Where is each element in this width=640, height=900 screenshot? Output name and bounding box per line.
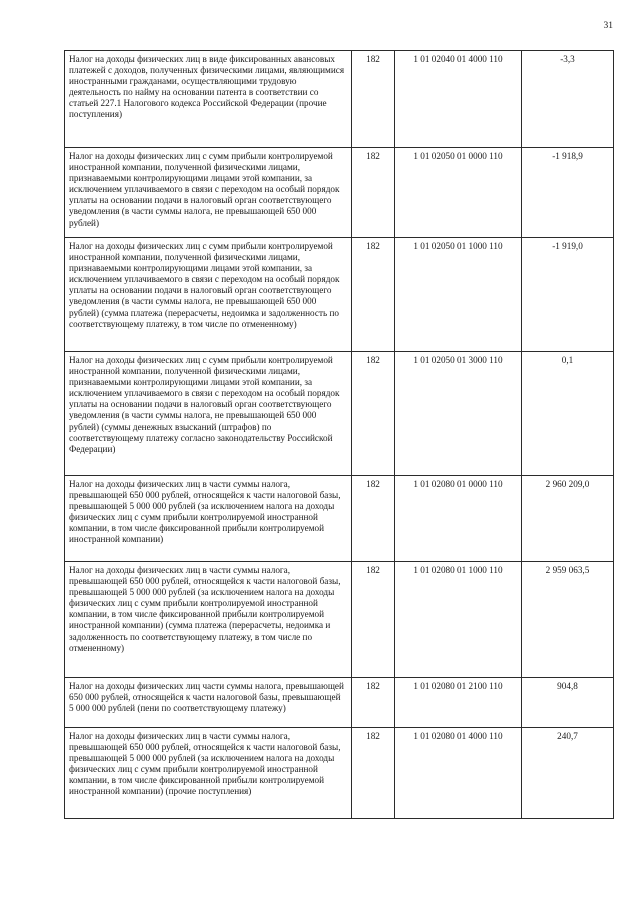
budget-classification-code-cell: 1 01 02050 01 3000 110 (395, 352, 522, 476)
administrator-code-cell: 182 (352, 562, 395, 678)
administrator-code-cell: 182 (352, 148, 395, 238)
amount-cell: 240,7 (522, 728, 614, 819)
revenue-name-cell: Налог на доходы физических лиц с сумм прибыли контролируемой иностранной компании, полученной физическими лицами, признаваемыми контролирующими лицами этой компании, за исключением уплачиваемого в связи с переходом на особый порядок уплаты на основании подачи в налоговый орган соответствующего уведомления (в части суммы налога, не превышающей 650 000 рублей) (суммы денежных взысканий (штрафов) по соответствующему платежу согласно законодательству Российской Федерации) (65, 352, 352, 476)
administrator-code-cell: 182 (352, 678, 395, 728)
table-row (65, 678, 614, 728)
table-row (65, 148, 614, 238)
table-row (65, 562, 614, 678)
amount-cell: -3,3 (522, 51, 614, 148)
table-row (65, 51, 614, 148)
budget-classification-code-cell: 1 01 02080 01 0000 110 (395, 476, 522, 562)
amount-cell: 0,1 (522, 352, 614, 476)
amount-cell: -1 918,9 (522, 148, 614, 238)
revenue-name-cell: Налог на доходы физических лиц в части суммы налога, превышающей 650 000 рублей, относящейся к части налоговой базы, превышающей 5 000 000 рублей (за исключением налога на доходы физических лиц с сумм прибыли контролируемой иностранной компании, в том числе фиксированной прибыли контролируемой иностранной компании) (сумма платежа (перерасчеты, недоимка и задолженность по соответствующему платежу, в том числе по отмененному) (65, 562, 352, 678)
budget-classification-code-cell: 1 01 02080 01 4000 110 (395, 728, 522, 819)
revenue-name-cell: Налог на доходы физических лиц в части суммы налога, превышающей 650 000 рублей, относящейся к части налоговой базы, превышающей 5 000 000 рублей (за исключением налога на доходы физических лиц с сумм прибыли контролируемой иностранной компании, в том числе фиксированной прибыли контролируемой иностранной компании) (прочие поступления) (65, 728, 352, 819)
revenue-name-cell: Налог на доходы физических лиц с сумм прибыли контролируемой иностранной компании, полученной физическими лицами, признаваемыми контролирующими лицами этой компании, за исключением уплачиваемого в связи с переходом на особый порядок уплаты на основании подачи в налоговый орган соответствующего уведомления (в части суммы налога, не превышающей 650 000 рублей) (65, 148, 352, 238)
administrator-code-cell: 182 (352, 728, 395, 819)
budget-classification-code-cell: 1 01 02080 01 1000 110 (395, 562, 522, 678)
budget-classification-code-cell: 1 01 02050 01 0000 110 (395, 148, 522, 238)
revenue-name-cell: Налог на доходы физических лиц с сумм прибыли контролируемой иностранной компании, полученной физическими лицами, признаваемыми контролирующими лицами этой компании, за исключением уплачиваемого в связи с переходом на особый порядок уплаты на основании подачи в налоговый орган соответствующего уведомления (в части суммы налога, не превышающей 650 000 рублей) (сумма платежа (перерасчеты, недоимка и задолженность по соответствующему платежу, в том числе по отмененному) (65, 238, 352, 352)
administrator-code-cell: 182 (352, 352, 395, 476)
budget-classification-code-cell: 1 01 02040 01 4000 110 (395, 51, 522, 148)
administrator-code-cell: 182 (352, 51, 395, 148)
amount-cell: 2 960 209,0 (522, 476, 614, 562)
table-row (65, 352, 614, 476)
page-number: 31 (603, 21, 613, 31)
administrator-code-cell: 182 (352, 238, 395, 352)
amount-cell: 904,8 (522, 678, 614, 728)
amount-cell: 2 959 063,5 (522, 562, 614, 678)
revenue-name-cell: Налог на доходы физических лиц в части суммы налога, превышающей 650 000 рублей, относящейся к части налоговой базы, превышающей 5 000 000 рублей (за исключением налога на доходы физических лиц с сумм прибыли контролируемой иностранной компании, в том числе фиксированной прибыли контролируемой иностранной компании) (65, 476, 352, 562)
administrator-code-cell: 182 (352, 476, 395, 562)
budget-classification-code-cell: 1 01 02050 01 1000 110 (395, 238, 522, 352)
revenue-name-cell: Налог на доходы физических лиц части суммы налога, превышающей 650 000 рублей, относящейся к части налоговой базы, превышающей 5 000 000 рублей (пени по соответствующему платежу) (65, 678, 352, 728)
revenue-name-cell: Налог на доходы физических лиц в виде фиксированных авансовых платежей с доходов, полученных физическими лицами, являющимися иностранными гражданами, осуществляющими трудовую деятельность по найму на основании патента в соответствии со статьей 227.1 Налогового кодекса Российской Федерации (прочие поступления) (65, 51, 352, 148)
table-row (65, 238, 614, 352)
budget-revenue-table (64, 50, 614, 819)
table-row (65, 476, 614, 562)
table-row (65, 728, 614, 819)
budget-classification-code-cell: 1 01 02080 01 2100 110 (395, 678, 522, 728)
amount-cell: -1 919,0 (522, 238, 614, 352)
